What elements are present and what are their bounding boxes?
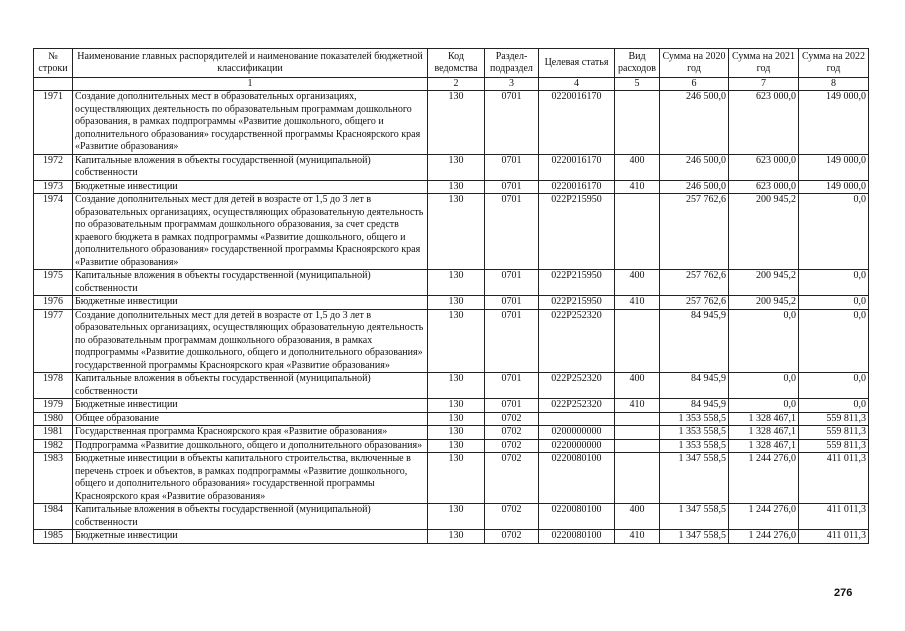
section-code: 0701 — [485, 399, 539, 413]
section-code: 0702 — [485, 439, 539, 453]
target-article: 0220016170 — [539, 154, 615, 180]
table-row — [34, 91, 869, 155]
expense-type: 410 — [615, 530, 660, 544]
sum-2020: 246 500,0 — [660, 91, 729, 155]
section-code: 0702 — [485, 453, 539, 504]
sum-2020: 84 945,9 — [660, 309, 729, 373]
sum-2022: 149 000,0 — [799, 180, 869, 194]
header-sum-2022: Сумма на 2022 год — [799, 49, 869, 78]
target-article: 0220080100 — [539, 504, 615, 530]
sum-2021: 1 244 276,0 — [729, 530, 799, 544]
sum-2020: 257 762,6 — [660, 194, 729, 270]
sum-2020: 246 500,0 — [660, 180, 729, 194]
table-row — [34, 412, 869, 426]
header-sum-2020: Сумма на 2020 год — [660, 49, 729, 78]
target-article: 022P215950 — [539, 270, 615, 296]
department-code: 130 — [428, 154, 485, 180]
row-number: 1974 — [34, 194, 73, 270]
section-code: 0701 — [485, 309, 539, 373]
expense-type: 400 — [615, 270, 660, 296]
expense-type — [615, 194, 660, 270]
department-code: 130 — [428, 180, 485, 194]
expense-type — [615, 453, 660, 504]
sum-2022: 0,0 — [799, 296, 869, 310]
sum-2022: 149 000,0 — [799, 154, 869, 180]
section-code: 0702 — [485, 530, 539, 544]
header-name: Наименование главных распорядителей и наименование показателей бюджетной классификации — [73, 49, 428, 78]
column-number: 7 — [729, 78, 799, 91]
column-number: 1 — [73, 78, 428, 91]
sum-2021: 200 945,2 — [729, 194, 799, 270]
sum-2020: 84 945,9 — [660, 373, 729, 399]
expense-type: 400 — [615, 373, 660, 399]
sum-2020: 1 353 558,5 — [660, 412, 729, 426]
expense-type — [615, 412, 660, 426]
sum-2020: 257 762,6 — [660, 270, 729, 296]
table-row — [34, 309, 869, 373]
sum-2021: 1 244 276,0 — [729, 453, 799, 504]
section-code: 0701 — [485, 180, 539, 194]
row-number: 1978 — [34, 373, 73, 399]
row-name: Государственная программа Красноярского края «Развитие образования» — [73, 426, 428, 440]
target-article: 022P252320 — [539, 309, 615, 373]
row-number: 1975 — [34, 270, 73, 296]
header-expense-type: Вид расходов — [615, 49, 660, 78]
row-name: Капитальные вложения в объекты государственной (муниципальной) собственности — [73, 373, 428, 399]
row-number: 1983 — [34, 453, 73, 504]
department-code: 130 — [428, 373, 485, 399]
section-code: 0702 — [485, 412, 539, 426]
sum-2020: 1 347 558,5 — [660, 530, 729, 544]
table-row — [34, 270, 869, 296]
column-number: 8 — [799, 78, 869, 91]
column-number: 5 — [615, 78, 660, 91]
row-number: 1982 — [34, 439, 73, 453]
expense-type: 400 — [615, 154, 660, 180]
department-code: 130 — [428, 194, 485, 270]
sum-2022: 149 000,0 — [799, 91, 869, 155]
section-code: 0702 — [485, 504, 539, 530]
table-row — [34, 504, 869, 530]
department-code: 130 — [428, 453, 485, 504]
page-number: 276 — [834, 587, 853, 599]
table-row — [34, 296, 869, 310]
sum-2022: 0,0 — [799, 194, 869, 270]
department-code: 130 — [428, 309, 485, 373]
department-code: 130 — [428, 504, 485, 530]
target-article: 022P215950 — [539, 296, 615, 310]
table-row — [34, 530, 869, 544]
row-name: Капитальные вложения в объекты государственной (муниципальной) собственности — [73, 154, 428, 180]
row-name: Капитальные вложения в объекты государственной (муниципальной) собственности — [73, 270, 428, 296]
row-name: Бюджетные инвестиции — [73, 180, 428, 194]
target-article: 022P252320 — [539, 373, 615, 399]
expense-type — [615, 439, 660, 453]
target-article: 0200000000 — [539, 426, 615, 440]
sum-2022: 0,0 — [799, 270, 869, 296]
sum-2022: 0,0 — [799, 309, 869, 373]
sum-2021: 1 328 467,1 — [729, 412, 799, 426]
sum-2022: 411 011,3 — [799, 504, 869, 530]
row-name: Бюджетные инвестиции — [73, 399, 428, 413]
header-row-number: № строки — [34, 49, 73, 78]
table-row — [34, 180, 869, 194]
section-code: 0702 — [485, 426, 539, 440]
section-code: 0701 — [485, 154, 539, 180]
column-number — [34, 78, 73, 91]
sum-2020: 246 500,0 — [660, 154, 729, 180]
target-article: 0220016170 — [539, 91, 615, 155]
sum-2022: 0,0 — [799, 399, 869, 413]
sum-2022: 0,0 — [799, 373, 869, 399]
sum-2021: 0,0 — [729, 373, 799, 399]
column-number: 2 — [428, 78, 485, 91]
sum-2020: 1 347 558,5 — [660, 453, 729, 504]
department-code: 130 — [428, 91, 485, 155]
table-row — [34, 453, 869, 504]
column-numbers-row — [34, 78, 869, 91]
expense-type: 400 — [615, 504, 660, 530]
department-code: 130 — [428, 412, 485, 426]
section-code: 0701 — [485, 296, 539, 310]
row-number: 1985 — [34, 530, 73, 544]
row-number: 1977 — [34, 309, 73, 373]
budget-table — [33, 48, 869, 544]
row-name: Общее образование — [73, 412, 428, 426]
row-name: Бюджетные инвестиции в объекты капитального строительства, включенные в перечень строек и объектов, в рамках подпрограммы «Развитие дошкольного, общего и дополнительного образования» государственной программы Красноярского края «Развитие образования» — [73, 453, 428, 504]
table-row — [34, 154, 869, 180]
sum-2021: 623 000,0 — [729, 91, 799, 155]
target-article: 0220000000 — [539, 439, 615, 453]
sum-2021: 1 244 276,0 — [729, 504, 799, 530]
expense-type: 410 — [615, 296, 660, 310]
row-number: 1976 — [34, 296, 73, 310]
target-article: 022P215950 — [539, 194, 615, 270]
department-code: 130 — [428, 270, 485, 296]
sum-2021: 1 328 467,1 — [729, 439, 799, 453]
department-code: 130 — [428, 426, 485, 440]
sum-2021: 0,0 — [729, 399, 799, 413]
sum-2021: 1 328 467,1 — [729, 426, 799, 440]
target-article: 0220080100 — [539, 453, 615, 504]
column-number: 3 — [485, 78, 539, 91]
sum-2020: 84 945,9 — [660, 399, 729, 413]
header-row — [34, 49, 869, 78]
row-name: Капитальные вложения в объекты государственной (муниципальной) собственности — [73, 504, 428, 530]
sum-2022: 411 011,3 — [799, 453, 869, 504]
row-number: 1981 — [34, 426, 73, 440]
expense-type — [615, 426, 660, 440]
target-article: 0220016170 — [539, 180, 615, 194]
row-name: Бюджетные инвестиции — [73, 530, 428, 544]
header-section: Раздел- подраздел — [485, 49, 539, 78]
header-department-code: Код ведомства — [428, 49, 485, 78]
sum-2020: 257 762,6 — [660, 296, 729, 310]
expense-type: 410 — [615, 180, 660, 194]
row-name: Создание дополнительных мест для детей в возрасте от 1,5 до 3 лет в образовательных организациях, осуществляющих образовательную деятельность по образовательным программам дошкольного образования, за счет средств краевого бюджета в рамках подпрограммы «Развитие дошкольного, общего и дополнительного образования» государственной программы Красноярского края «Развитие образования» — [73, 194, 428, 270]
sum-2022: 411 011,3 — [799, 530, 869, 544]
section-code: 0701 — [485, 270, 539, 296]
department-code: 130 — [428, 296, 485, 310]
table-row — [34, 439, 869, 453]
sum-2021: 200 945,2 — [729, 296, 799, 310]
sum-2021: 0,0 — [729, 309, 799, 373]
table-row — [34, 194, 869, 270]
expense-type: 410 — [615, 399, 660, 413]
expense-type — [615, 309, 660, 373]
section-code: 0701 — [485, 373, 539, 399]
target-article: 0220080100 — [539, 530, 615, 544]
row-name: Создание дополнительных мест в образовательных организациях, осуществляющих деятельность по образовательным программам дошкольного образования, в рамках подпрограммы «Развитие дошкольного, общего и дополнительного образования» государственной программы Красноярского края «Развитие образования» — [73, 91, 428, 155]
sum-2020: 1 347 558,5 — [660, 504, 729, 530]
department-code: 130 — [428, 530, 485, 544]
column-number: 4 — [539, 78, 615, 91]
department-code: 130 — [428, 439, 485, 453]
sum-2021: 200 945,2 — [729, 270, 799, 296]
sum-2021: 623 000,0 — [729, 154, 799, 180]
expense-type — [615, 91, 660, 155]
row-number: 1971 — [34, 91, 73, 155]
row-number: 1984 — [34, 504, 73, 530]
header-sum-2021: Сумма на 2021 год — [729, 49, 799, 78]
table-body — [34, 91, 869, 544]
row-name: Подпрограмма «Развитие дошкольного, общего и дополнительного образования» — [73, 439, 428, 453]
header-target-article: Целевая статья — [539, 49, 615, 78]
section-code: 0701 — [485, 91, 539, 155]
target-article — [539, 412, 615, 426]
row-number: 1972 — [34, 154, 73, 180]
table-row — [34, 426, 869, 440]
table-row — [34, 399, 869, 413]
row-number: 1979 — [34, 399, 73, 413]
department-code: 130 — [428, 399, 485, 413]
sum-2022: 559 811,3 — [799, 412, 869, 426]
sum-2021: 623 000,0 — [729, 180, 799, 194]
column-number: 6 — [660, 78, 729, 91]
table-row — [34, 373, 869, 399]
row-name: Бюджетные инвестиции — [73, 296, 428, 310]
sum-2022: 559 811,3 — [799, 439, 869, 453]
target-article: 022P252320 — [539, 399, 615, 413]
sum-2022: 559 811,3 — [799, 426, 869, 440]
row-number: 1980 — [34, 412, 73, 426]
sum-2020: 1 353 558,5 — [660, 426, 729, 440]
section-code: 0701 — [485, 194, 539, 270]
sum-2020: 1 353 558,5 — [660, 439, 729, 453]
row-name: Создание дополнительных мест для детей в возрасте от 1,5 до 3 лет в образовательных организациях, осуществляющих образовательную деятельность по образовательным программам дошкольного образования, в рамках подпрограммы «Развитие дошкольного, общего и дополнительного образования» государственной программы Красноярского края «Развитие образования» — [73, 309, 428, 373]
row-number: 1973 — [34, 180, 73, 194]
